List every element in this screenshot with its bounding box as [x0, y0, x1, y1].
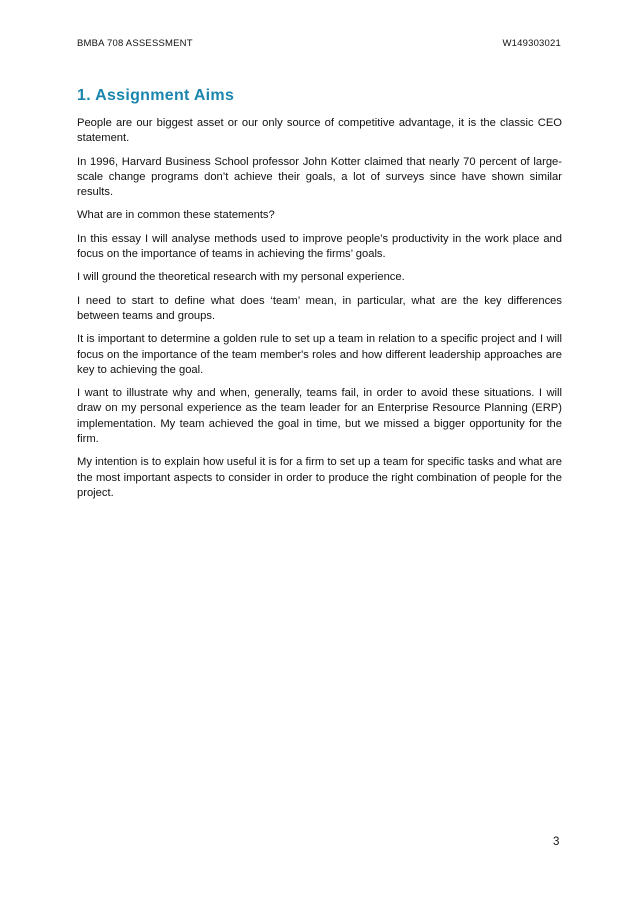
paragraph: It is important to determine a golden rule to set up a team in relation to a specific project and I will focus on the importance of the team member's roles and how different leadership approaches are key to achieving the goal. [77, 333, 562, 376]
paragraph: People are our biggest asset or our only source of competitive advantage, it is the classic CEO statement. [77, 117, 562, 145]
page-header [77, 38, 561, 52]
header-course-code: BMBA 708 ASSESSMENT [77, 38, 193, 49]
section-heading: 1. Assignment Aims [77, 87, 235, 104]
paragraph: I will ground the theoretical research with my personal experience. [77, 271, 405, 284]
paragraph: I want to illustrate why and when, generally, teams fail, in order to avoid these situations. I will draw on my personal experience as the team leader for an Enterprise Resource Planning (ERP) implementation. My team achieved the goal in time, but we missed a bigger opportunity for the firm. [77, 387, 562, 446]
header-student-id: W149303021 [502, 38, 561, 49]
paragraph: What are in common these statements? [77, 209, 275, 222]
page-number: 3 [553, 836, 560, 848]
section-body [77, 116, 562, 509]
paragraph: In this essay I will analyse methods used to improve people’s productivity in the work place and focus on the importance of teams in achieving the firms’ goals. [77, 232, 562, 261]
paragraph: My intention is to explain how useful it is for a firm to set up a team for specific tasks and what are the most important aspects to consider in order to produce the right combination of people for the project. [77, 456, 562, 499]
paragraph: In 1996, Harvard Business School professor John Kotter claimed that nearly 70 percent of large-scale change programs don’t achieve their goals, a lot of surveys since have shown similar results. [77, 155, 562, 199]
paragraph: I need to start to define what does ‘team’ mean, in particular, what are the key differences between teams and groups. [77, 294, 562, 322]
